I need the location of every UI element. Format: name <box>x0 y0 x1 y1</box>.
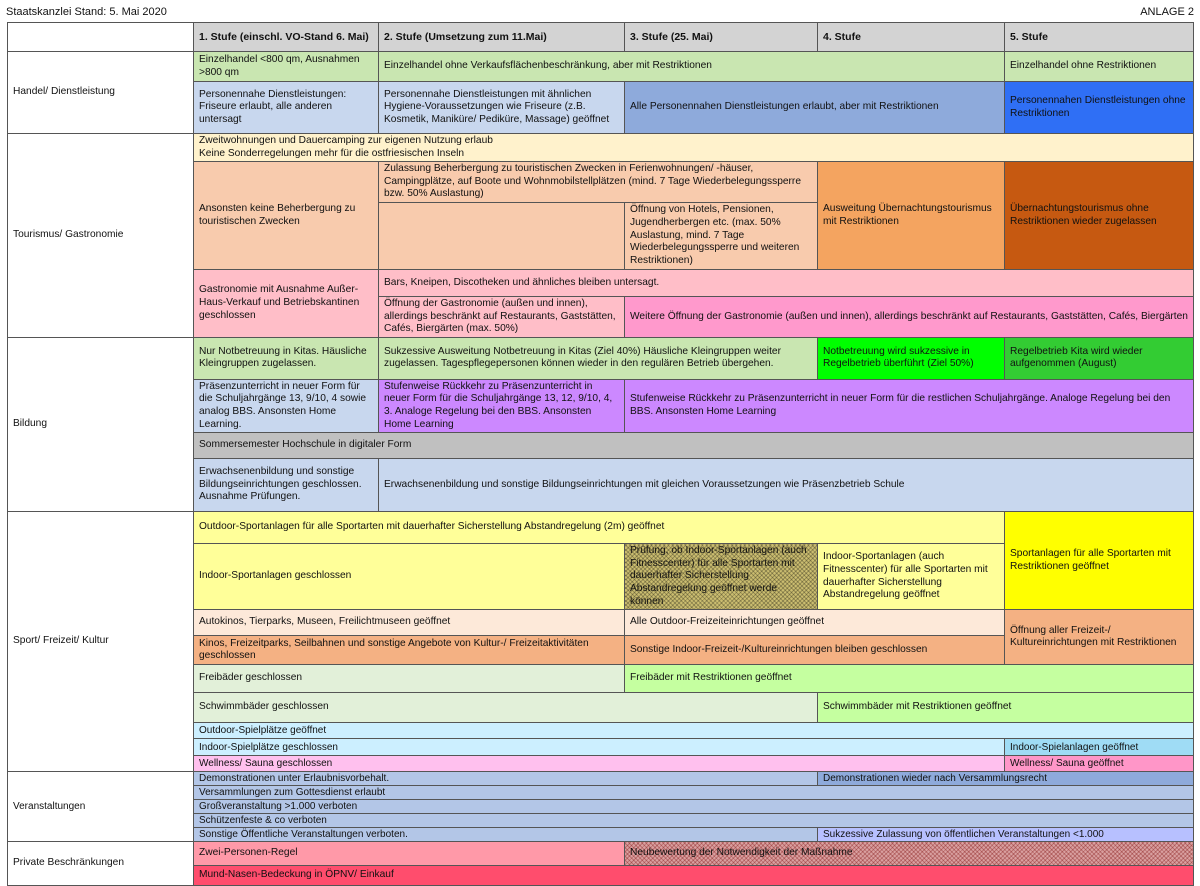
cell-tourismus-gastro-s3-5: Weitere Öffnung der Gastronomie (außen und innen), allerdings beschränkt auf Restaurants, Gaststätten, Cafés, Biergärten <box>625 296 1194 337</box>
cell-handel-retail-s5: Einzelhandel ohne Restriktionen <box>1005 52 1194 82</box>
cell-freizeit-outdoor-s1: Autokinos, Tierparks, Museen, Freilichtmuseen geöffnet <box>194 610 625 636</box>
table-row <box>8 337 1194 379</box>
header-stage-4: 4. Stufe <box>818 23 1005 52</box>
header-stage-2: 2. Stufe (Umsetzung zum 11.Mai) <box>379 23 625 52</box>
cell-veranst-schuetzen: Schützenfeste & co verboten <box>194 814 1194 828</box>
stages-table <box>7 22 1194 886</box>
category-privat: Private Beschränkungen <box>8 842 194 886</box>
header-stage-5: 5. Stufe <box>1005 23 1194 52</box>
table-header-row <box>8 23 1194 52</box>
cell-veranst-sonstige-s1: Sonstige Öffentliche Veranstaltungen verboten. <box>194 828 818 842</box>
cell-handel-services-s3-4: Alle Personennahen Dienstleistungen erlaubt, aber mit Restriktionen <box>625 82 1005 134</box>
cell-sport-all-s5: Sportanlagen für alle Sportarten mit Restriktionen geöffnet <box>1005 512 1194 610</box>
cell-sport-freibad-s1: Freibäder geschlossen <box>194 665 625 693</box>
cell-freizeit-indoor-s3: Sonstige Indoor-Freizeit-/Kultureinrichtungen bleiben geschlossen <box>625 636 1005 665</box>
cell-veranst-gottesdienst: Versammlungen zum Gottesdienst erlaubt <box>194 786 1194 800</box>
cell-tourismus-lodging-s4: Ausweitung Übernachtungstourismus mit Restriktionen <box>818 162 1005 270</box>
table-row <box>8 842 1194 866</box>
category-veranstaltungen: Veranstaltungen <box>8 772 194 842</box>
cell-veranst-demo-s1: Demonstrationen unter Erlaubnisvorbehalt. <box>194 772 818 786</box>
cell-sport-schwimmbad-s4: Schwimmbäder mit Restriktionen geöffnet <box>818 693 1194 723</box>
document-annex-label: ANLAGE 2 <box>1140 6 1194 18</box>
table-row <box>8 52 1194 82</box>
cell-veranst-sonstige-s4: Sukzessive Zulassung von öffentlichen Veranstaltungen <1.000 <box>818 828 1194 842</box>
cell-freizeit-outdoor-s3: Alle Outdoor-Freizeiteinrichtungen geöffnet <box>625 610 1005 636</box>
cell-handel-services-s2: Personennahe Dienstleistungen mit ähnlichen Hygiene-Voraussetzungen wie Friseure (z.B. Kosmetik, Maniküre/ Pediküre, Massage) geöffnet <box>379 82 625 134</box>
cell-tourismus-lodging-s1: Ansonsten keine Beherbergung zu touristischen Zwecken <box>194 162 379 270</box>
category-handel: Handel/ Dienstleistung <box>8 52 194 134</box>
table-row <box>8 134 1194 162</box>
table-row <box>8 512 1194 544</box>
cell-tourismus-lodging-s5: Übernachtungstourismus ohne Restriktionen wieder zugelassen <box>1005 162 1194 270</box>
cell-spiel-indoor-s5: Indoor-Spielanlagen geöffnet <box>1005 739 1194 756</box>
cell-tourismus-lodging-s2-empty <box>379 202 625 269</box>
cell-bildung-adult-s2-5: Erwachsenenbildung und sonstige Bildungseinrichtungen mit gleichen Voraussetzungen wie Präsenzbetrieb Schule <box>379 459 1194 512</box>
category-sport: Sport/ Freizeit/ Kultur <box>8 512 194 772</box>
cell-sport-outdoor-s1-4: Outdoor-Sportanlagen für alle Sportarten mit dauerhafter Sicherstellung Abstandregelung (2m) geöffnet <box>194 512 1005 544</box>
cell-wellness-s1: Wellness/ Sauna geschlossen <box>194 756 1005 772</box>
cell-bildung-school-s3-5: Stufenweise Rückkehr zu Präsenzunterricht in neuer Form für die restlichen Schuljahrgänge. Analoge Regelung bei den BBS. Ansonsten Home Learning <box>625 379 1194 432</box>
cell-freizeit-all-s5: Öffnung aller Freizeit-/ Kultureinrichtungen mit Restriktionen <box>1005 610 1194 665</box>
cell-bildung-kita-s5: Regelbetrieb Kita wird wieder aufgenommen (August) <box>1005 337 1194 379</box>
cell-handel-services-s5: Personennahen Dienstleistungen ohne Restriktionen <box>1005 82 1194 134</box>
cell-sport-freibad-s3: Freibäder mit Restriktionen geöffnet <box>625 665 1194 693</box>
cell-tourismus-secondhomes-line1: Zweitwohnungen und Dauercamping zur eigenen Nutzung erlaub <box>199 135 493 146</box>
category-bildung: Bildung <box>8 337 194 511</box>
cell-wellness-s5: Wellness/ Sauna geöffnet <box>1005 756 1194 772</box>
cell-bildung-kita-s4: Notbetreuung wird sukzessive in Regelbetrieb überführt (Ziel 50%) <box>818 337 1005 379</box>
cell-bildung-adult-s1: Erwachsenenbildung und sonstige Bildungseinrichtungen geschlossen. Ausnahme Prüfungen. <box>194 459 379 512</box>
cell-privat-twoperson-s1: Zwei-Personen-Regel <box>194 842 625 866</box>
cell-sport-indoor-s4: Indoor-Sportanlagen (auch Fitnesscenter) für alle Sportarten mit dauerhafter Sicherstellung Abstandregelung geöffnet <box>818 544 1005 610</box>
cell-tourismus-hotels-s3: Öffnung von Hotels, Pensionen, Jugendherbergen etc. (max. 50% Auslastung, mind. 7 Tage Wiederbelegungssperre und weiteren Restriktionen) <box>625 202 818 269</box>
cell-handel-services-s1: Personennahe Dienstleistungen: Friseure erlaubt, alle anderen untersagt <box>194 82 379 134</box>
cell-sport-schwimmbad-s1: Schwimmbäder geschlossen <box>194 693 818 723</box>
cell-tourismus-gastro-s1: Gastronomie mit Ausnahme Außer-Haus-Verkauf und Betriebskantinen geschlossen <box>194 269 379 337</box>
cell-bildung-kita-s1: Nur Notbetreuung in Kitas. Häusliche Kleingruppen zugelassen. <box>194 337 379 379</box>
cell-handel-retail-s2-4: Einzelhandel ohne Verkaufsflächenbeschränkung, aber mit Restriktionen <box>379 52 1005 82</box>
cell-privat-twoperson-s3: Neubewertung der Notwendigkeit der Maßnahme <box>625 842 1194 866</box>
cell-sport-indoor-s1: Indoor-Sportanlagen geschlossen <box>194 544 625 610</box>
category-tourismus: Tourismus/ Gastronomie <box>8 134 194 338</box>
header-stage-3: 3. Stufe (25. Mai) <box>625 23 818 52</box>
cell-spiel-indoor-s1: Indoor-Spielplätze geschlossen <box>194 739 1005 756</box>
header-corner <box>8 23 194 52</box>
cell-tourismus-secondhomes <box>194 134 1194 162</box>
cell-veranst-gross: Großveranstaltung >1.000 verboten <box>194 800 1194 814</box>
cell-veranst-demo-s4: Demonstrationen wieder nach Versammlungsrecht <box>818 772 1194 786</box>
header-stage-1: 1. Stufe (einschl. VO-Stand 6. Mai) <box>194 23 379 52</box>
document-source-date: Staatskanzlei Stand: 5. Mai 2020 <box>6 6 167 18</box>
cell-tourismus-lodging-s2: Zulassung Beherbergung zu touristischen Zwecken in Ferienwohnungen/ -häuser, Campingplätze, auf Boote und Wohnmobilstellplätzen (mind. 7 Tage Wiederbelegungssperre bzw. 50% Auslastung) <box>379 162 818 203</box>
cell-spiel-outdoor: Outdoor-Spielplätze geöffnet <box>194 723 1194 739</box>
cell-bildung-school-s1: Präsenzunterricht in neuer Form für die Schuljahrgänge 13, 9/10, 4 sowie analog BBS. Ansonsten Home Learning. <box>194 379 379 432</box>
document-header <box>6 4 1194 20</box>
cell-tourismus-bars: Bars, Kneipen, Discotheken und ähnliches bleiben untersagt. <box>379 269 1194 296</box>
cell-tourismus-gastro-s2: Öffnung der Gastronomie (außen und innen), allerdings beschränkt auf Restaurants, Gaststätten, Cafés, Biergärten (max. 50%) <box>379 296 625 337</box>
cell-sport-indoor-s3: Prüfung, ob Indoor-Sportanlagen (auch Fitnesscenter) für alle Sportarten mit dauerhafter Sicherstellung Abstandregelung geöffnet werde können <box>625 544 818 610</box>
cell-tourismus-secondhomes-line2: Keine Sonderregelungen mehr für die ostfriesischen Inseln <box>199 147 465 159</box>
cell-bildung-university: Sommersemester Hochschule in digitaler Form <box>194 433 1194 459</box>
cell-bildung-school-s2: Stufenweise Rückkehr zu Präsenzunterricht in neuer Form für die Schuljahrgänge 13, 12, 9/10, 4, 3. Analoge Regelung bei den BBS. Ansonsten Home Learning <box>379 379 625 432</box>
cell-freizeit-indoor-s1: Kinos, Freizeitparks, Seilbahnen und sonstige Angebote von Kultur-/ Freizeitaktivitäten geschlossen <box>194 636 625 665</box>
cell-privat-mask: Mund-Nasen-Bedeckung in ÖPNV/ Einkauf <box>194 866 1194 886</box>
cell-bildung-kita-s2: Sukzessive Ausweitung Notbetreuung in Kitas (Ziel 40%) Häusliche Kleingruppen weiter zugelassen. Tagespflegepersonen können wieder in den regulären Betrieb übergehen. <box>379 337 818 379</box>
table-row <box>8 772 1194 786</box>
cell-handel-retail-s1: Einzelhandel <800 qm, Ausnahmen >800 qm <box>194 52 379 82</box>
